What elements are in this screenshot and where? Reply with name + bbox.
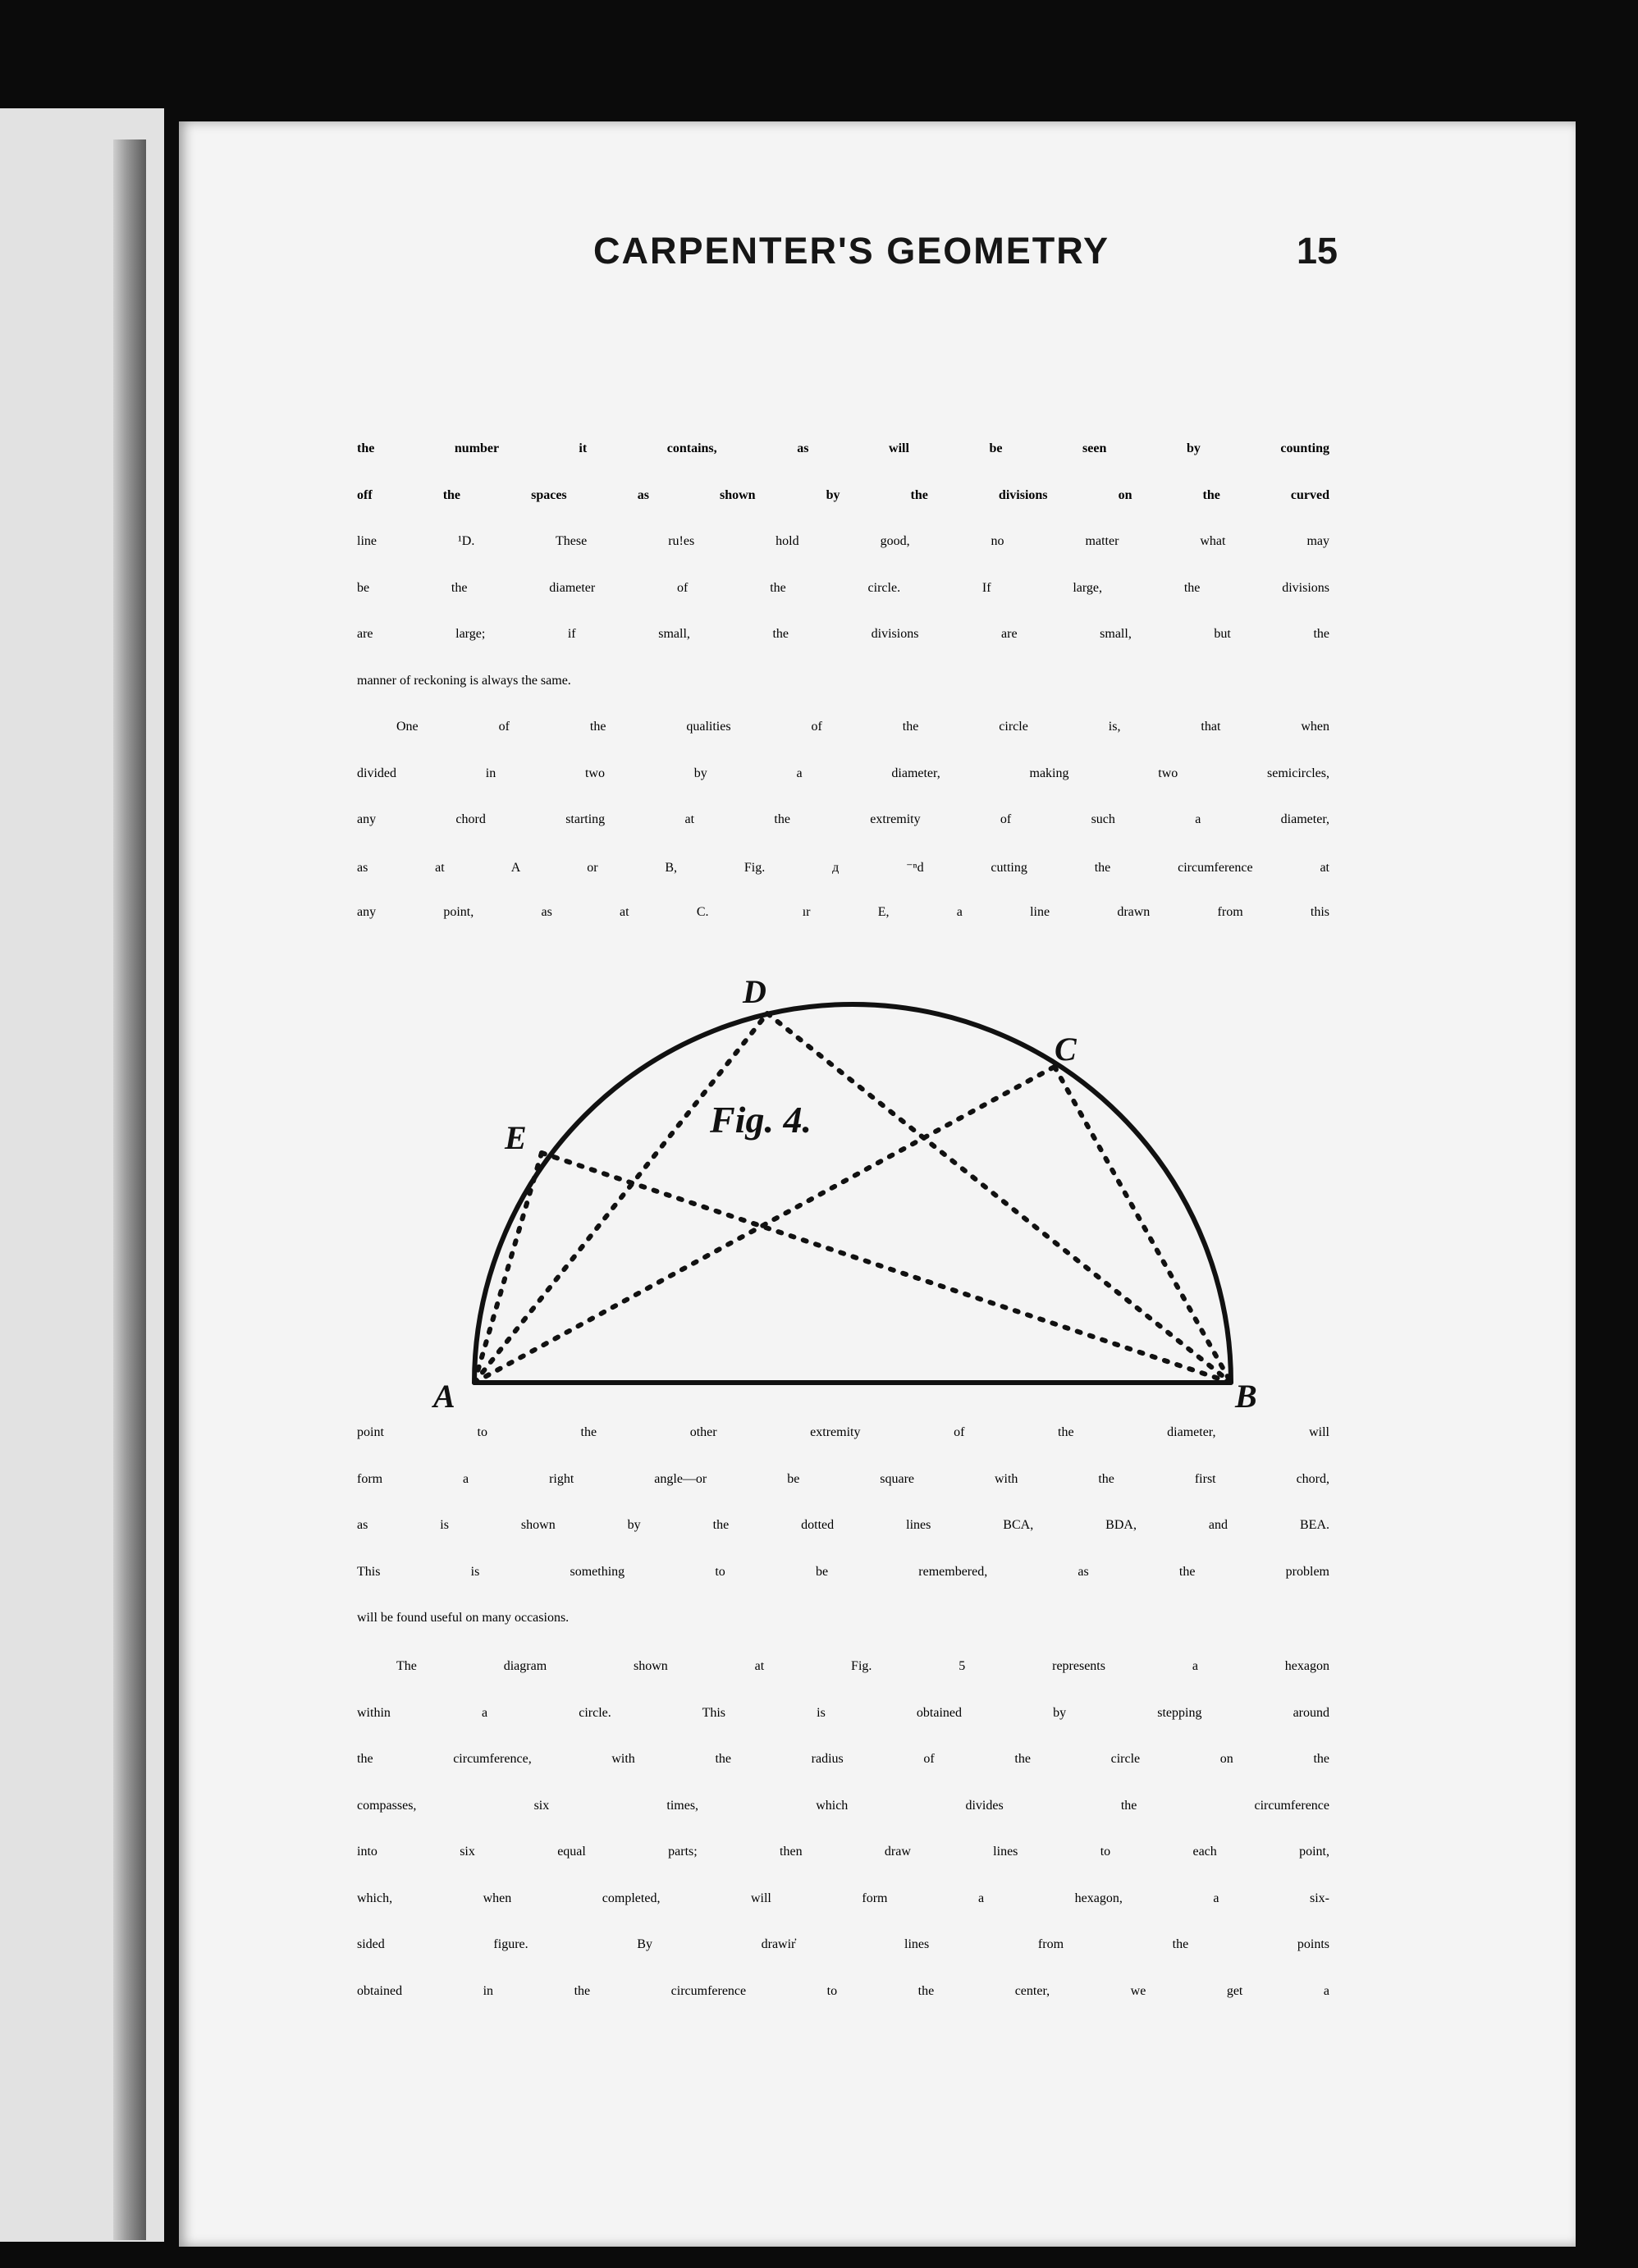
paragraph-4 bbox=[357, 1659, 1329, 2030]
page-header bbox=[365, 230, 1338, 287]
text-line: as at A or B, Fig. д ⁻ⁿd cutting the circumference at bbox=[357, 860, 1329, 875]
text-line: divided in two by a diameter, making two semicircles, bbox=[357, 766, 1329, 780]
text-line: obtained in the circumference to the center, we get a bbox=[357, 1983, 1329, 1998]
paragraph-1 bbox=[357, 441, 1329, 720]
paragraph-2 bbox=[357, 720, 1329, 952]
text-line: within a circle. This is obtained by stepping around bbox=[357, 1705, 1329, 1720]
text-line: line ¹D. These ru!es hold good, no matter what may bbox=[357, 534, 1329, 548]
text-line: be the diameter of the circle. If large, the divisions bbox=[357, 580, 1329, 595]
text-line: into six equal parts; then draw lines to each point, bbox=[357, 1845, 1329, 1859]
text-line: One of the qualities of the circle is, that when bbox=[396, 720, 1329, 734]
text-line: any chord starting at the extremity of such a diameter, bbox=[357, 812, 1329, 826]
text-line: point to the other extremity of the diameter, will bbox=[357, 1425, 1329, 1439]
chord-a-e bbox=[474, 1153, 542, 1383]
label-c: C bbox=[1055, 1031, 1077, 1068]
semicircle-arc bbox=[474, 1004, 1231, 1383]
label-e: E bbox=[505, 1119, 527, 1156]
running-title: CARPENTER'S GEOMETRY bbox=[593, 230, 1110, 272]
text-line: are large; if small, the divisions are small, but the bbox=[357, 627, 1329, 641]
label-d: D bbox=[743, 973, 766, 1010]
chord-a-d bbox=[474, 1013, 767, 1383]
text-line: off the spaces as shown by the divisions on the curved bbox=[357, 487, 1329, 502]
text-line: This is something to be remembered, as the problem bbox=[357, 1564, 1329, 1579]
figure-4 bbox=[427, 968, 1280, 1411]
page-number: 15 bbox=[1296, 230, 1338, 272]
text-line: form a right angle—or be square with the first chord, bbox=[357, 1471, 1329, 1486]
semicircle-diagram bbox=[427, 968, 1280, 1411]
paragraph-3 bbox=[357, 1425, 1329, 1658]
text-line: sided figure. By drawir̓ lines from the points bbox=[357, 1937, 1329, 1951]
text-line: manner of reckoning is always the same. bbox=[357, 673, 571, 688]
figure-caption: Fig. 4. bbox=[710, 1099, 812, 1141]
text-line: will be found useful on many occasions. bbox=[357, 1611, 570, 1625]
text-line: the number it contains, as will be seen by counting bbox=[357, 441, 1329, 455]
text-line: as is shown by the dotted lines BCA, BDA, and BEA. bbox=[357, 1518, 1329, 1532]
text-line: the circumference, with the radius of the circle on the bbox=[357, 1752, 1329, 1766]
text-line: The diagram shown at Fig. 5 represents a hexagon bbox=[396, 1659, 1329, 1673]
chord-e-b bbox=[542, 1153, 1231, 1383]
text-line: any point, as at C. ır E, a line drawn from this bbox=[357, 905, 1329, 919]
chord-c-b bbox=[1055, 1067, 1231, 1383]
label-b: B bbox=[1235, 1378, 1257, 1411]
book-gutter-shadow bbox=[113, 139, 146, 2240]
text-line: which, when completed, will form a hexagon, a six- bbox=[357, 1891, 1329, 1905]
text-line: compasses, six times, which divides the circumference bbox=[357, 1798, 1329, 1813]
chord-d-b bbox=[767, 1013, 1231, 1383]
label-a: A bbox=[433, 1378, 455, 1411]
